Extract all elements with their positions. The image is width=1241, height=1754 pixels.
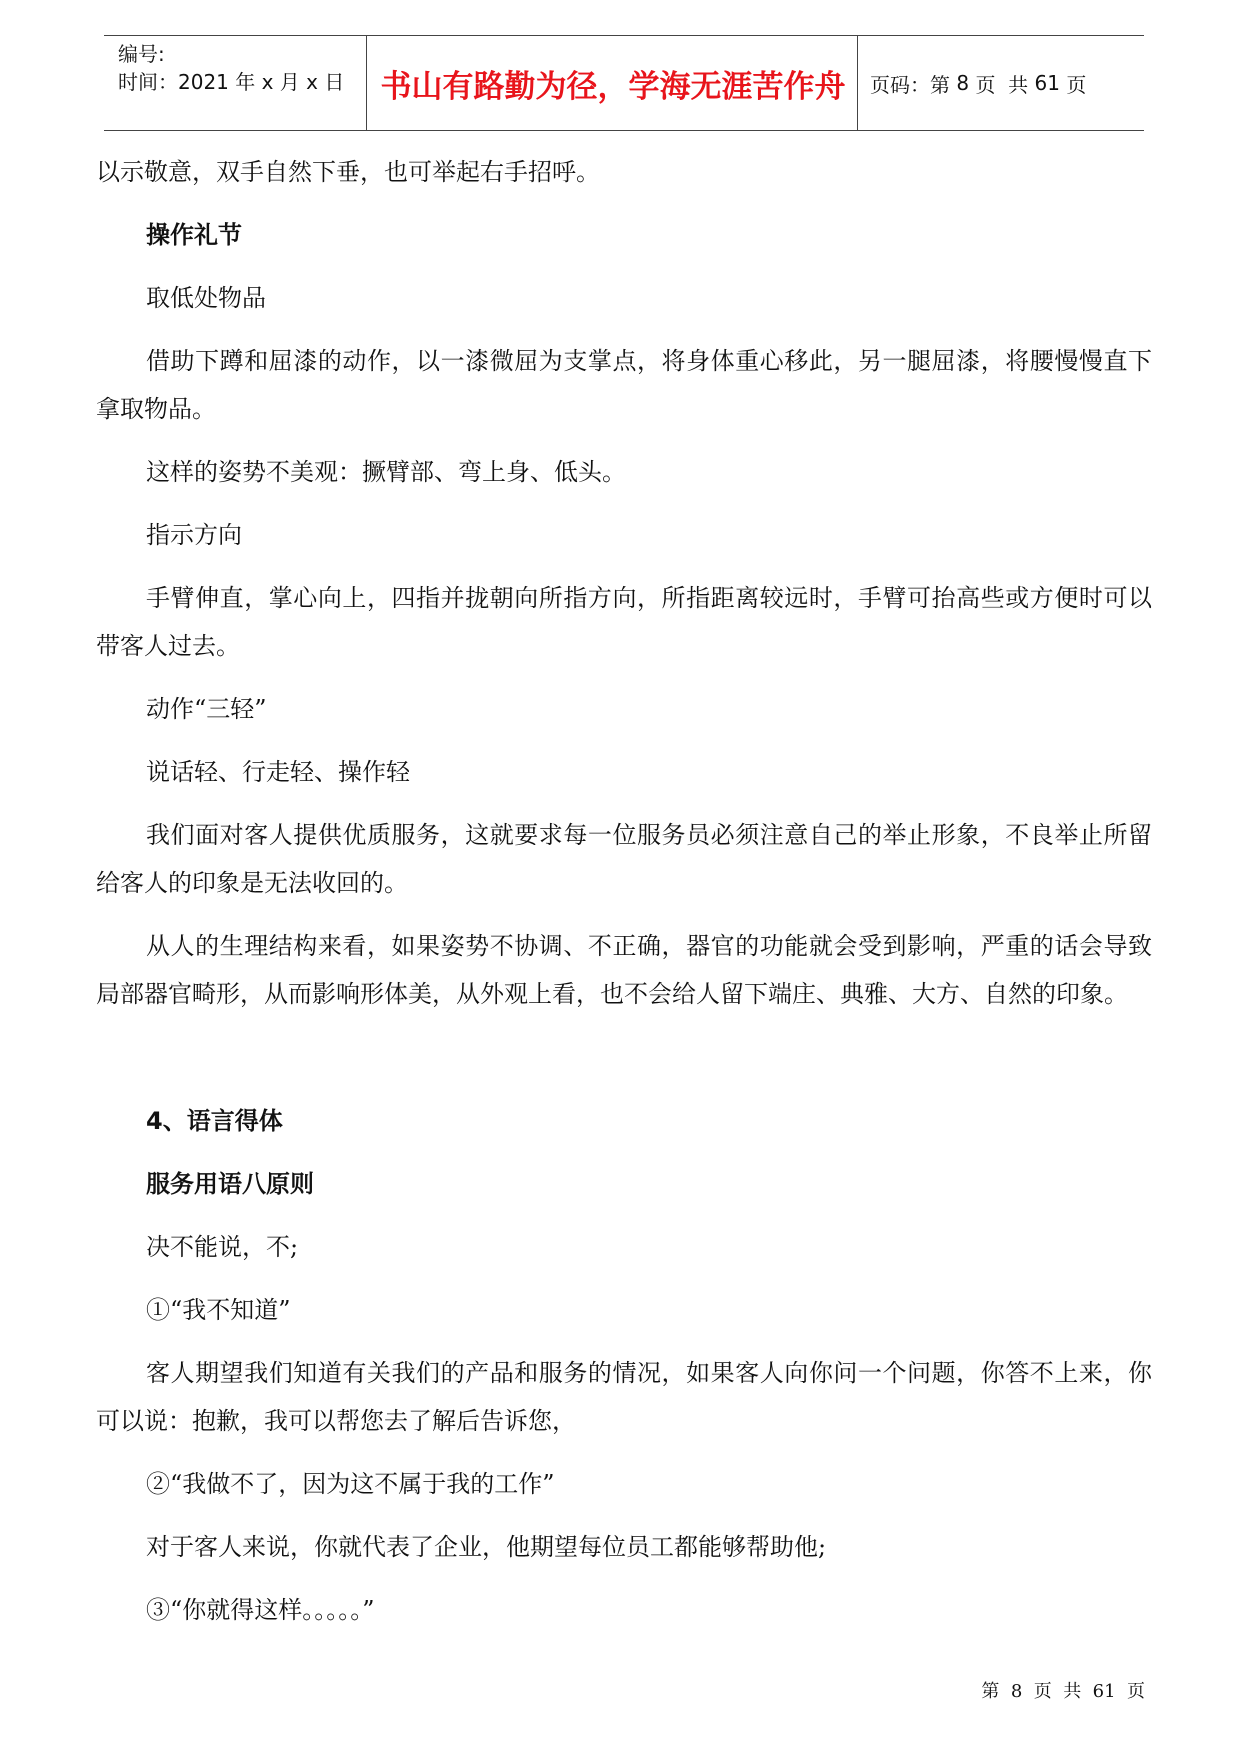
section-heading: 操作礼节: [146, 221, 242, 249]
page-prefix: 页码：第: [870, 72, 950, 97]
paragraph: 指示方向: [146, 521, 242, 549]
paragraph: ②“我做不了，因为这不属于我的工作”: [146, 1470, 555, 1498]
page-suffix: 页: [1066, 72, 1087, 97]
paragraph: 对于客人来说，你就代表了企业，他期望每位员工都能够帮助他;: [146, 1533, 827, 1561]
paragraph: ③“你就得这样。。。。。”: [146, 1596, 375, 1624]
paragraph: 从人的生理结构来看，如果姿势不协调、不正确，器官的功能就会受到影响，严重的话会导致局部器官畸形，从而影响形体美，从外观上看，也不会给人留下端庄、典雅、大方、自然的印象。: [96, 932, 1152, 1008]
document-body: [96, 148, 1152, 1649]
time-label: 时间：2021 年 x 月 x 日: [118, 70, 345, 94]
paragraph: 取低处物品: [146, 284, 266, 312]
header-meta: [118, 40, 344, 96]
page-header: [104, 35, 1144, 131]
header-divider-right: [857, 36, 858, 130]
paragraph: 客人期望我们知道有关我们的产品和服务的情况，如果客人向你问一个问题，你答不上来，你可以说：抱歉，我可以帮您去了解后告诉您，: [96, 1359, 1152, 1435]
section-gap: [96, 1033, 1152, 1097]
header-page-number: [870, 36, 1086, 130]
paragraph: ①“我不知道”: [146, 1296, 291, 1324]
paragraph: 动作“三轻”: [146, 695, 267, 723]
page-mid: 页 共: [975, 72, 1029, 97]
paragraph: 以示敬意，双手自然下垂，也可举起右手招呼。: [96, 158, 600, 186]
subsection-heading: 服务用语八原则: [146, 1170, 314, 1198]
code-label: 编号:: [118, 42, 165, 66]
section-heading: 4、语言得体: [146, 1107, 283, 1135]
paragraph: 手臂伸直，掌心向上，四指并拢朝向所指方向，所指距离较远时，手臂可抬高些或方便时可以带客人过去。: [96, 584, 1152, 660]
page-total: 61: [1034, 71, 1060, 95]
header-divider-left: [366, 36, 367, 130]
paragraph: 说话轻、行走轻、操作轻: [146, 758, 410, 786]
paragraph: 我们面对客人提供优质服务，这就要求每一位服务员必须注意自己的举止形象，不良举止所留给客人的印象是无法收回的。: [96, 821, 1152, 897]
header-motto: 书山有路勤为径，学海无涯苦作舟: [380, 68, 846, 105]
page-current: 8: [956, 71, 970, 95]
paragraph: 这样的姿势不美观：撅臂部、弯上身、低头。: [146, 458, 626, 486]
page-footer: 第 8 页 共 61 页: [981, 1681, 1145, 1702]
paragraph: 借助下蹲和屈漆的动作，以一漆微屈为支掌点，将身体重心移此，另一腿屈漆，将腰慢慢直下拿取物品。: [96, 347, 1152, 423]
paragraph: 决不能说，不;: [146, 1233, 299, 1261]
